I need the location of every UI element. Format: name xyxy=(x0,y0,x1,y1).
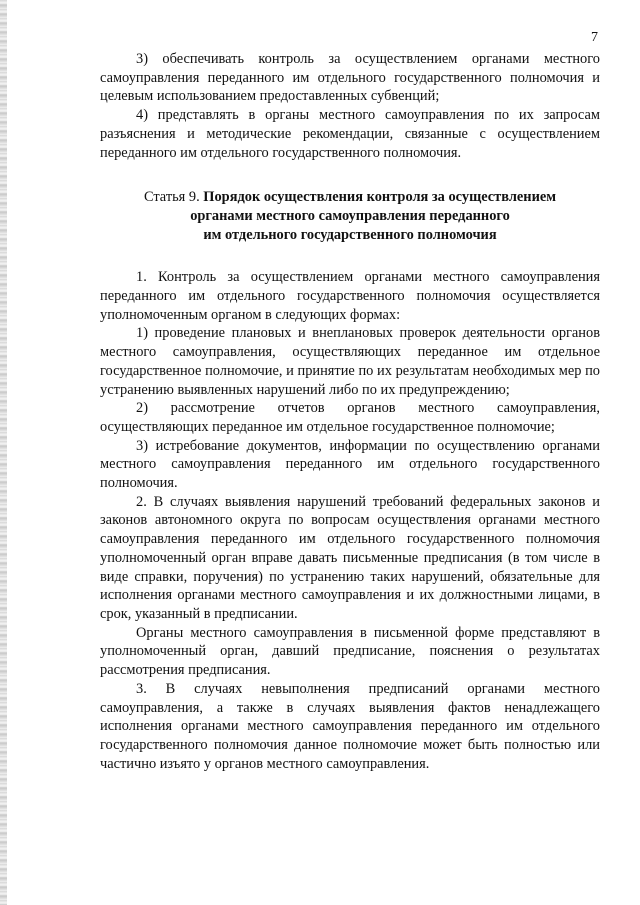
paragraph-subclause-3: 3) истребование документов, информации по осуществлению органами местного самоуправления переданного им отдельного государственного полномочия. xyxy=(100,437,600,492)
article-title-line3: им отдельного государственного полномочия xyxy=(203,226,497,243)
paragraph-subclause-1: 1) проведение плановых и внеплановых проверок деятельности органов местного самоуправления, осуществляющих переданное им отдельное государственное полномочие, и принятие по их результатам необходимых мер по устранению выявленных нарушений либо по их предупреждению; xyxy=(100,325,600,398)
article-title-line2: органами местного самоуправления переданного xyxy=(190,207,510,224)
document-body xyxy=(100,50,600,773)
paragraph-clause-1: 1. Контроль за осуществлением органами местного самоуправления переданного им отдельного государственного полномочия осуществляется уполномоченным органом в следующих формах: xyxy=(100,269,600,323)
page-number: 7 xyxy=(591,30,598,45)
paragraph-clause-3: 3. В случаях невыполнения предписаний органами местного самоуправления, а также в случаях выявления фактов ненадлежащего исполнения органами местного самоуправления переданного им отдельного государственного полномочия данное полномочие может быть полностью или частично изъято у органов местного самоуправления. xyxy=(100,680,600,772)
scan-edge-artifact xyxy=(0,0,7,905)
article-heading xyxy=(100,188,600,244)
article-number: Статья 9. xyxy=(143,189,200,206)
paragraph-clause-2: 2. В случаях выявления нарушений требований федеральных законов и законов автономного округа по вопросам осуществления органами местного самоуправления переданного им отдельного государственного полномочия уполномоченный орган вправе давать письменные предписания (в том числе в виде справки, поручения) по устранению таких нарушений, обязательные для исполнения органами местного самоуправления и их должностными лицами, в срок, указанный в предписании. xyxy=(100,493,600,622)
article-title-line1: Порядок осуществления контроля за осуществлением xyxy=(203,189,557,206)
paragraph-clause-2-continued: Органы местного самоуправления в письменной форме представляют в уполномоченный орган, давший предписание, пояснения о результатах рассмотрения предписания. xyxy=(100,624,600,679)
paragraph-item-4: 4) представлять в органы местного самоуправления по их запросам разъяснения и методические рекомендации, связанные с осуществлением переданного им отдельного государственного полномочия. xyxy=(100,107,600,161)
paragraph-item-3: 3) обеспечивать контроль за осуществлением органами местного самоуправления переданного им отдельного государственного полномочия и целевым использованием предоставленных субвенций; xyxy=(100,51,600,105)
paragraph-subclause-2: 2) рассмотрение отчетов органов местного самоуправления, осуществляющих переданное им отдельное государственное полномочие; xyxy=(100,400,600,435)
